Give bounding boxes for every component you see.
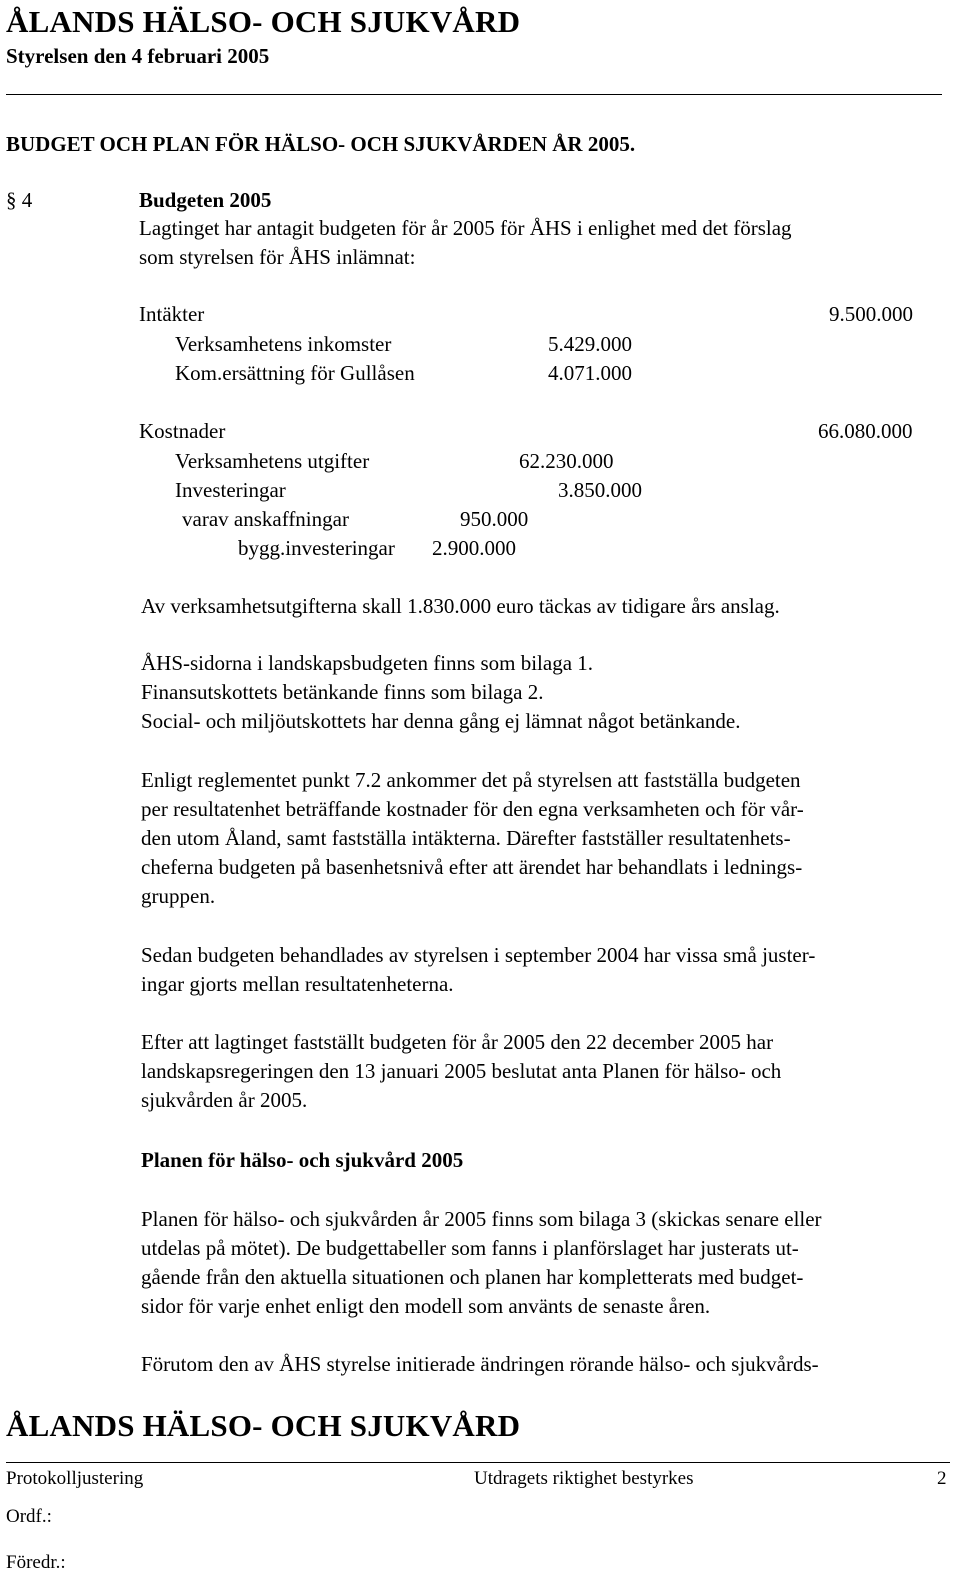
- sub-row-label: bygg.investeringar: [238, 536, 395, 560]
- footer-protokolljustering: Protokolljustering: [6, 1468, 144, 1489]
- paragraph-line: gående från den aktuella situationen och planen har kompletterats med budget-: [141, 1265, 804, 1289]
- attachment-note: Finansutskottets betänkande finns som bilaga 2.: [141, 680, 544, 704]
- cost-row-label: Investeringar: [175, 478, 286, 502]
- coverage-note: Av verksamhetsutgifterna skall 1.830.000 euro täckas av tidigare års anslag.: [141, 594, 780, 618]
- page-number: 2: [937, 1468, 947, 1489]
- income-total: 9.500.000: [829, 302, 913, 326]
- paragraph-line: Förutom den av ÅHS styrelse initierade ändringen rörande hälso- och sjukvårds-: [141, 1352, 819, 1376]
- paragraph-line: gruppen.: [141, 884, 216, 908]
- sub-row-label: varav anskaffningar: [182, 507, 349, 531]
- paragraph-reglemente: [141, 766, 804, 911]
- paragraph-line: Sedan budgeten behandlades av styrelsen i september 2004 har vissa små juster-: [141, 943, 816, 967]
- footer-org: ÅLANDS HÄLSO- OCH SJUKVÅRD: [6, 1408, 521, 1443]
- paragraph-justeringar: [141, 941, 815, 999]
- cost-row-value: 62.230.000: [519, 449, 614, 473]
- header-org: ÅLANDS HÄLSO- OCH SJUKVÅRD: [6, 4, 521, 39]
- section-number: § 4: [6, 188, 33, 212]
- paragraph-line: landskapsregeringen den 13 januari 2005 beslutat anta Planen för hälso- och: [141, 1059, 782, 1083]
- section-heading: Budgeten 2005: [139, 188, 272, 212]
- footer-certification: Utdragets riktighet bestyrkes: [474, 1468, 694, 1489]
- attachment-note: Social- och miljöutskottets har denna gång ej lämnat något betänkande.: [141, 709, 741, 733]
- paragraph-lagtinget: [141, 1028, 781, 1115]
- paragraph-forutom: [141, 1350, 819, 1379]
- header-rule: [6, 94, 942, 95]
- attachment-note: ÅHS-sidorna i landskapsbudgeten finns som bilaga 1.: [141, 651, 594, 675]
- intro-line: som styrelsen för ÅHS inlämnat:: [139, 245, 416, 269]
- income-row-value: 4.071.000: [548, 361, 632, 385]
- sub-row-value: 950.000: [460, 507, 529, 531]
- paragraph-line: sjukvården år 2005.: [141, 1088, 308, 1112]
- plan-heading: Planen för hälso- och sjukvård 2005: [141, 1148, 464, 1172]
- paragraph-line: den utom Åland, samt fastställa intäkterna. Därefter fastställer resultatenhets-: [141, 826, 791, 850]
- footer-rule: [6, 1462, 950, 1463]
- paragraph-line: Efter att lagtinget fastställt budgeten för år 2005 den 22 december 2005 har: [141, 1030, 774, 1054]
- income-label: Intäkter: [139, 302, 205, 326]
- paragraph-line: utdelas på mötet). De budgettabeller som fanns i planförslaget har justerats ut-: [141, 1236, 799, 1260]
- footer-chair: Ordf.:: [6, 1506, 52, 1527]
- cost-row-value: 3.850.000: [558, 478, 642, 502]
- paragraph-planen: [141, 1205, 822, 1321]
- intro-line: Lagtinget har antagit budgeten för år 2005 för ÅHS i enlighet med det förslag: [139, 216, 792, 240]
- paragraph-line: sidor för varje enhet enligt den modell som använts de senaste åren.: [141, 1294, 711, 1318]
- document-title: BUDGET OCH PLAN FÖR HÄLSO- OCH SJUKVÅRDEN ÅR 2005.: [6, 132, 636, 156]
- paragraph-line: Enligt reglementet punkt 7.2 ankommer det på styrelsen att fastställa budgeten: [141, 768, 801, 792]
- paragraph-line: Planen för hälso- och sjukvården år 2005 finns som bilaga 3 (skickas senare eller: [141, 1207, 822, 1231]
- income-row-value: 5.429.000: [548, 332, 632, 356]
- cost-label: Kostnader: [139, 419, 226, 443]
- footer-presenter: Föredr.:: [6, 1552, 66, 1573]
- paragraph-line: ingar gjorts mellan resultatenheterna.: [141, 972, 454, 996]
- cost-row-label: Verksamhetens utgifter: [175, 449, 370, 473]
- paragraph-line: cheferna budgeten på basenhetsnivå efter att ärendet har behandlats i lednings-: [141, 855, 803, 879]
- meeting-date: Styrelsen den 4 februari 2005: [6, 44, 270, 68]
- income-row-label: Kom.ersättning för Gullåsen: [175, 361, 415, 385]
- sub-row-value: 2.900.000: [432, 536, 516, 560]
- income-row-label: Verksamhetens inkomster: [175, 332, 392, 356]
- paragraph-line: per resultatenhet beträffande kostnader för den egna verksamheten och för vår-: [141, 797, 804, 821]
- cost-total: 66.080.000: [818, 419, 913, 443]
